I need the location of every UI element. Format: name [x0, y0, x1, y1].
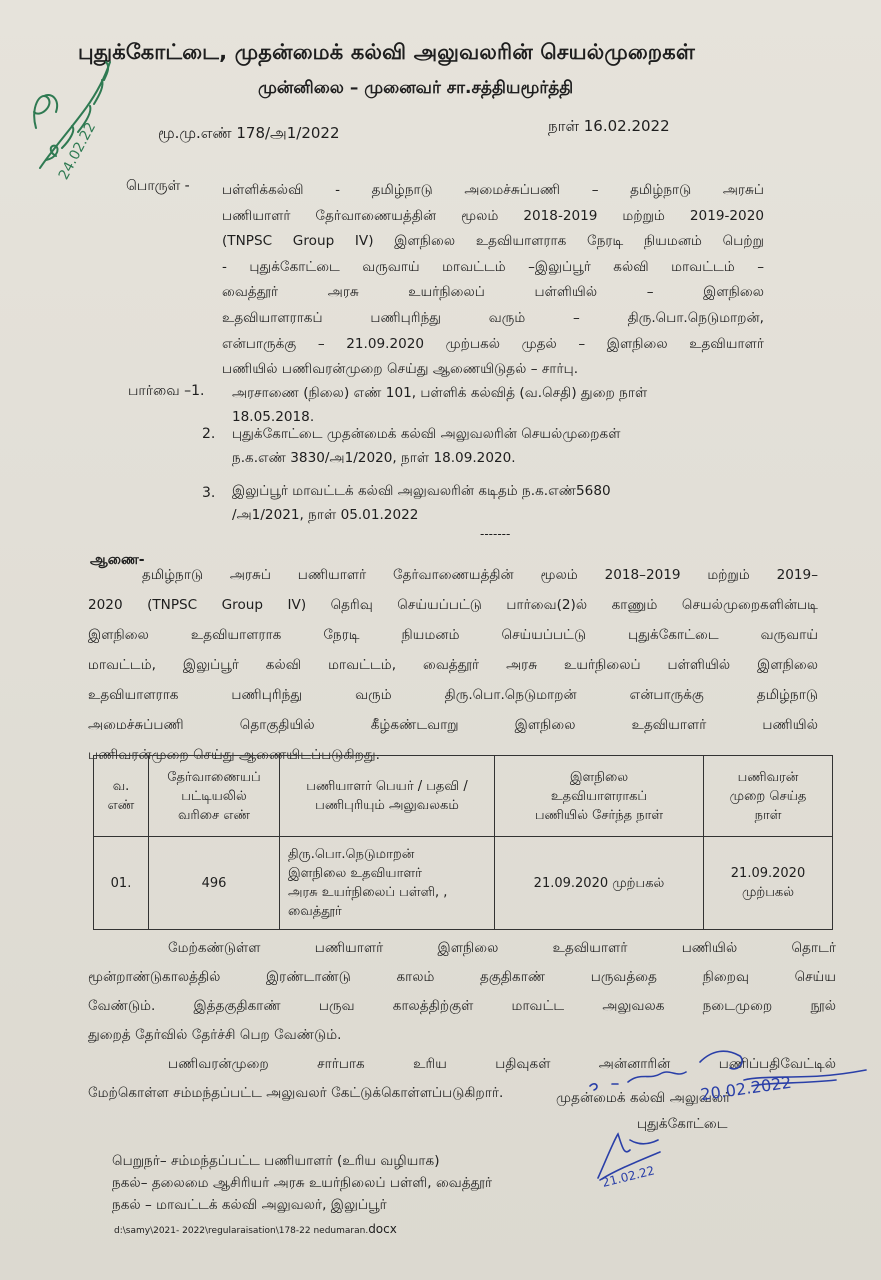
subject-text [222, 178, 764, 383]
reference-number-2: 2. [202, 426, 216, 442]
references-label: பார்வை –1. [128, 383, 205, 399]
order-line: பணிவரன்முறை செய்து ஆணையிடப்படுகிறது. [88, 747, 380, 763]
condition-line: துறைத் தேர்வில் தேர்ச்சி பெற வேண்டும். [88, 1027, 342, 1043]
cell-serial: 01. [94, 837, 149, 930]
initials-mark-green [34, 62, 110, 168]
copy-line-1: நகல்– தலைமை ஆசிரியர் அரசு உயர்நிலைப் பள்ளி, வைத்தூர் [112, 1175, 493, 1191]
condition-line: வேண்டும். இத்தகுதிகாண் பருவ காலத்திற்குள் மாவட்ட அலுவலக நடைமுறை நூல் [88, 998, 836, 1014]
recipient-line: பெறுநர்– சம்மந்தப்பட்ட பணியாளர் (உரிய வழியாக) [112, 1153, 440, 1169]
signatory-designation: முதன்மைக் கல்வி அலுவலர் [556, 1090, 731, 1106]
subject-line: உதவியாளராகப் பணிபுரிந்து வரும் – திரு.பொ.நெடுமாறன், [222, 309, 764, 326]
regularisation-table [93, 755, 833, 930]
document-date: நாள் 16.02.2022 [548, 117, 670, 135]
subject-label: பொருள் - [126, 178, 190, 194]
separator: ------- [480, 527, 511, 541]
condition-line: பணிவரன்முறை சார்பாக உரிய பதிவுகள் அன்னாரின் பணிப்பதிவேட்டில் [168, 1056, 836, 1072]
order-label: ஆணை- [90, 552, 145, 568]
subject-line: பள்ளிக்கல்வி - தமிழ்நாடு அமைச்சுப்பணி – தமிழ்நாடு அரசுப் [222, 182, 764, 198]
reference-number-3: 3. [202, 485, 216, 501]
header-serial: வ. எண் [94, 756, 149, 837]
condition-line: மேற்கொள்ள சம்மந்தப்பட்ட அலுவலர் கேட்டுக்கொள்ளப்படுகிறார். [88, 1085, 504, 1101]
subject-line: என்பாருக்கு – 21.09.2020 முற்பகல் முதல் – இளநிலை உதவியாளர் [222, 335, 764, 352]
reference-item-1: அரசாணை (நிலை) எண் 101, பள்ளிக் கல்வித் (வ.செதி) துறை நாள் 18.05.2018. [232, 385, 648, 425]
order-line: உதவியாளராக பணிபுரிந்து வரும் திரு.பொ.நெடுமாறன் என்பாருக்கு தமிழ்நாடு [88, 687, 818, 703]
order-line: 2020 (TNPSC Group IV) தெரிவு செய்யப்பட்டு பார்வை(2)ல் காணும் செயல்முறைகளின்படி [88, 597, 818, 613]
order-line: அமைச்சுப்பணி தொகுதியில் கீழ்கண்டவாறு இளநிலை உதவியாளர் பணியில் [88, 717, 818, 733]
header-joined: இளநிலை உதவியாளராகப் பணியில் சேர்ந்த நாள் [495, 756, 704, 837]
file-path: d:\samy\2021- 2022\regularaisation\178-22 nedumaran.docx [114, 1222, 397, 1236]
conditions-paragraph [88, 934, 836, 1108]
cell-joined: 21.09.2020 முற்பகல் [495, 837, 704, 930]
order-line: மாவட்டம், இலுப்பூர் கல்வி மாவட்டம், வைத்தூர் அரசு உயர்நிலைப் பள்ளியில் இளநிலை [88, 657, 818, 673]
condition-line: மூன்றாண்டுகாலத்தில் இரண்டாண்டு காலம் தகுதிகாண் பருவத்தை நிறைவு செய்ய [88, 969, 836, 985]
header-name: பணியாளர் பெயர் / பதவி / பணிபுரியும் அலுவலகம் [280, 756, 495, 837]
copy-line-2: நகல் – மாவட்டக் கல்வி அலுவலர், இலுப்பூர் [112, 1197, 387, 1213]
subject-line: வைத்தூர் அரசு உயர்நிலைப் பள்ளியில் – இளநிலை [222, 284, 764, 301]
reference-item-2: புதுக்கோட்டை முதன்மைக் கல்வி அலுவலரின் செயல்முறைகள் ந.க.எண் 3830/அ1/2020, நாள் 18.09.2020. [232, 426, 621, 466]
table-header-row [94, 756, 833, 837]
order-line: தமிழ்நாடு அரசுப் பணியாளர் தேர்வாணையத்தின் மூலம் 2018–2019 மற்றும் 2019– [142, 567, 818, 583]
svg-text:20.02.2022: 20.02.2022 [699, 1072, 793, 1105]
condition-line: மேற்கண்டுள்ள பணியாளர் இளநிலை உதவியாளர் பணியில் தொடர் [168, 940, 836, 956]
table-row [94, 837, 833, 930]
cell-name: திரு.பொ.நெடுமாறன் இளநிலை உதவியாளர் அரசு உயர்நிலைப் பள்ளி, , வைத்தூர் [280, 837, 495, 930]
subject-line: பணியாளர் தேர்வாணையத்தின் மூலம் 2018-2019 மற்றும் 2019-2020 [222, 207, 764, 224]
cell-rank: 496 [149, 837, 280, 930]
subject-line: - புதுக்கோட்டை வருவாய் மாவட்டம் –இலுப்பூர் கல்வி மாவட்டம் – [222, 258, 764, 275]
order-line: இளநிலை உதவியாளராக நேரடி நியமனம் செய்யப்பட்டு புதுக்கோட்டை வருவாய் [88, 627, 818, 643]
header-regularised: பணிவரன் முறை செய்த நாள் [704, 756, 833, 837]
header-rank: தேர்வாணையப் பட்டியலில் வரிசை எண் [149, 756, 280, 837]
reference-item-3: இலுப்பூர் மாவட்டக் கல்வி அலுவலரின் கடிதம் ந.க.எண்5680 /அ1/2021, நாள் 05.01.2022 [232, 483, 611, 523]
svg-text:24.02.22: 24.02.22 [55, 119, 100, 183]
signatory-place: புதுக்கோட்டை [637, 1116, 728, 1132]
page-title: புதுக்கோட்டை, முதன்மைக் கல்வி அலுவலரின் செயல்முறைகள் [78, 40, 696, 64]
cell-regularised: 21.09.2020 முற்பகல் [704, 837, 833, 930]
page-subtitle: முன்னிலை – முனைவர் சா.சத்தியமூர்த்தி [258, 78, 574, 98]
subject-line: பணியில் பணிவரன்முறை செய்து ஆணையிடுதல் – சார்பு. [222, 361, 579, 378]
subject-line: (TNPSC Group IV) இளநிலை உதவியாளராக நேரடி நியமனம் பெற்று [222, 233, 764, 250]
svg-text:21.02.22: 21.02.22 [600, 1163, 656, 1190]
order-paragraph [88, 560, 818, 770]
reference-number: மூ.மு.எண் 178/அ1/2022 [158, 124, 340, 142]
